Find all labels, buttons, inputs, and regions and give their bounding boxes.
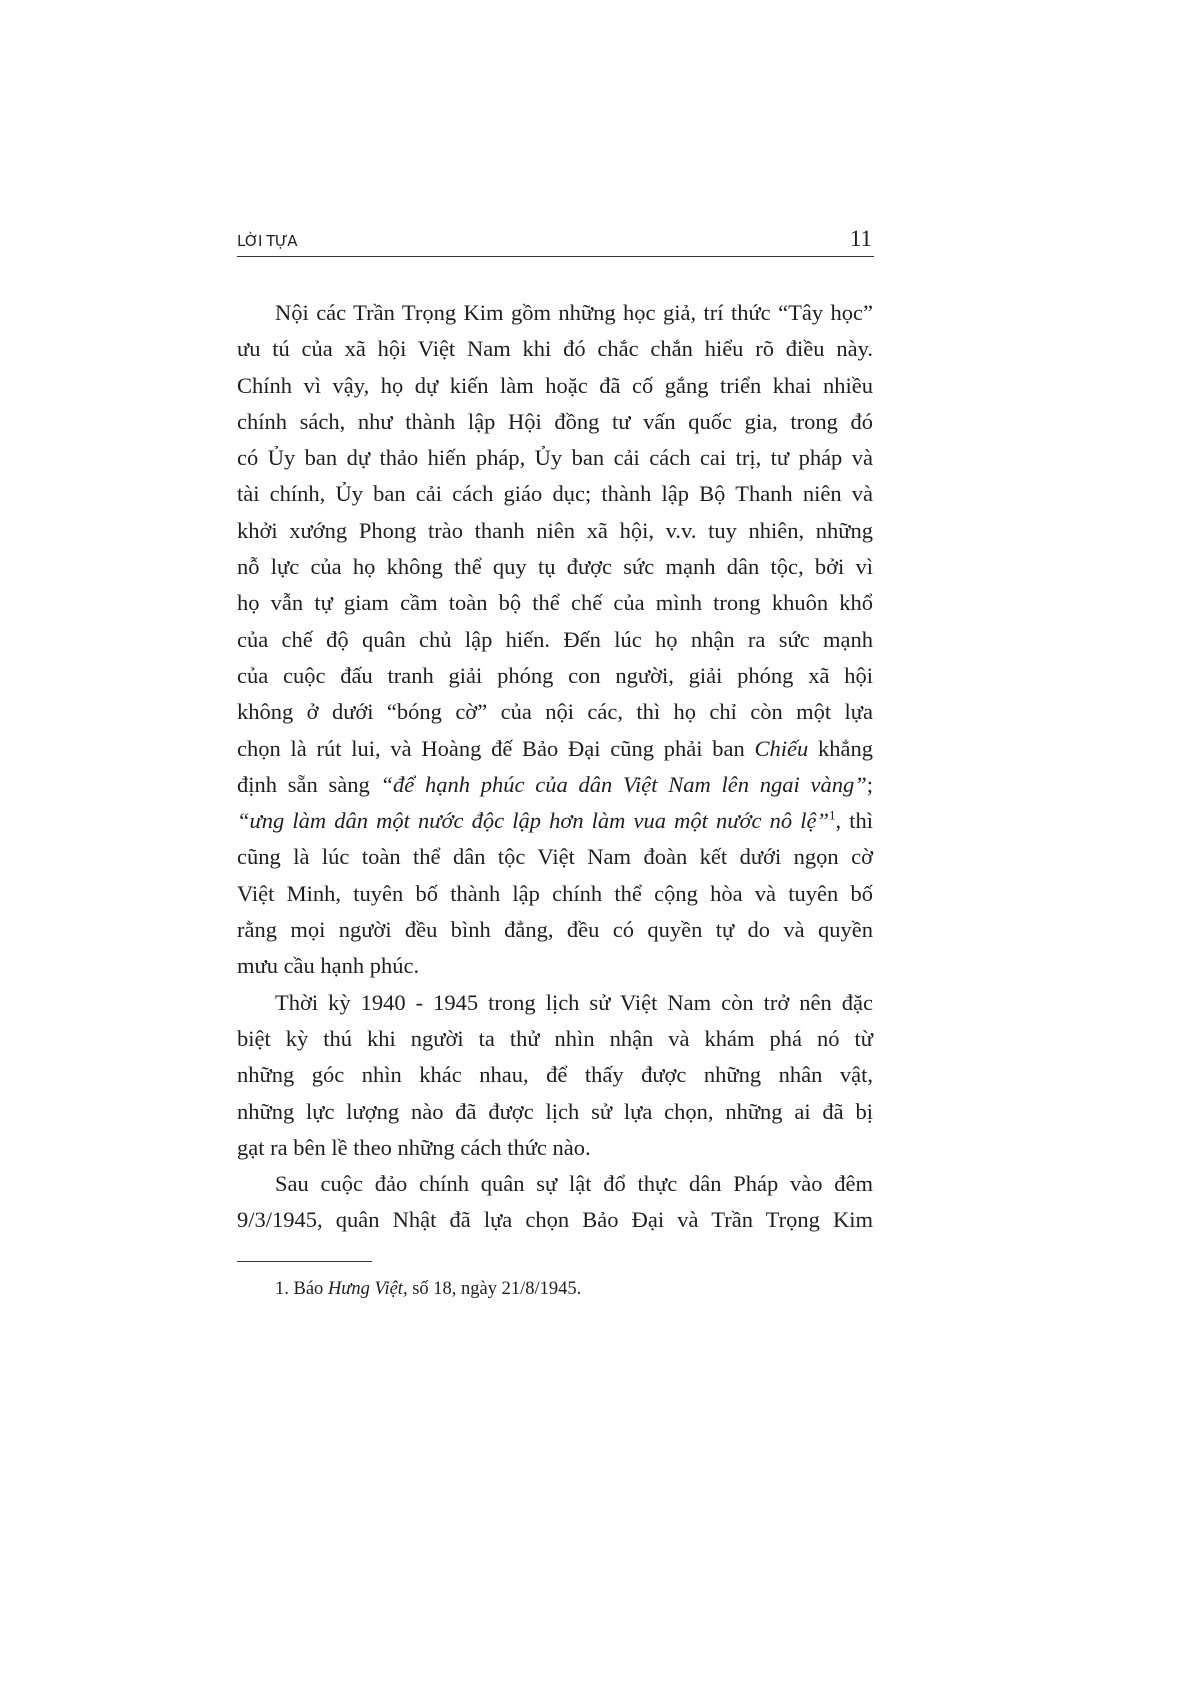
text-line [237,295,873,331]
footnote-prefix: 1. Báo [275,1279,328,1299]
text-line [237,912,873,948]
footnote-marker: 1 [829,807,836,823]
text-line [237,839,873,875]
text-run: của chế độ quân chủ lập hiến. Đến lúc họ nhận ra sức mạnh [237,626,873,652]
text-run: khẳng [808,735,873,761]
page-header [237,226,874,257]
footnote-suffix: , số 18, ngày 21/8/1945. [402,1279,582,1299]
text-run: Chính vì vậy, họ dự kiến làm hoặc đã cố gắng triển khai nhiều [237,372,873,398]
text-run: biệt kỳ thú khi người ta thử nhìn nhận và khám phá nó từ [237,1025,873,1051]
text-run: tài chính, Ủy ban cải cách giáo dục; thành lập Bộ Thanh niên và [237,481,873,507]
text-line [237,585,873,621]
text-run: , thì [835,808,873,834]
text-run: Sau cuộc đảo chính quân sự lật đổ thực dân Pháp vào đêm [275,1171,873,1197]
text-run: ; [866,771,873,797]
text-run: nỗ lực của họ không thể quy tụ được sức mạnh dân tộc, bởi vì [237,554,873,580]
page-number: 11 [849,226,872,251]
text-run: những lực lượng nào đã được lịch sử lựa chọn, những ai đã bị [237,1098,873,1124]
text-run: họ vẫn tự giam cầm toàn bộ thể chế của mình trong khuôn khổ [237,590,873,616]
text-line [237,440,873,476]
text-line [237,1021,873,1057]
text-line [237,694,873,730]
text-run: Việt Minh, tuyên bố thành lập chính thể cộng hòa và tuyên bố [237,880,873,906]
running-title: LỜI TỰA [237,232,298,250]
italic-text: “để hạnh phúc của dân Việt Nam lên ngai vàng” [380,771,867,797]
text-line [237,803,873,839]
text-run: có Ủy ban dự thảo hiến pháp, Ủy ban cải cách cai trị, tư pháp và [237,445,873,471]
text-run: cũng là lúc toàn thể dân tộc Việt Nam đoàn kết dưới ngọn cờ [237,844,873,870]
text-run: chính sách, như thành lập Hội đồng tư vấn quốc gia, trong đó [237,408,873,434]
text-line [237,876,873,912]
text-line [237,622,873,658]
text-run: những góc nhìn khác nhau, để thấy được những nhân vật, [237,1062,873,1088]
footnote [275,1279,581,1300]
footnote-divider [237,1261,372,1262]
text-line [237,1202,873,1238]
text-line [237,1166,873,1202]
text-run: Thời kỳ 1940 - 1945 trong lịch sử Việt Nam còn trở nên đặc [275,989,873,1015]
text-run: chọn là rút lui, và Hoàng đế Bảo Đại cũng phải ban [237,735,755,761]
text-line [237,767,873,803]
text-run: mưu cầu hạnh phúc. [237,953,420,979]
text-run: 9/3/1945, quân Nhật đã lựa chọn Bảo Đại và Trần Trọng Kim [237,1207,873,1233]
italic-text: “ưng làm dân một nước độc lập hơn làm vua một nước nô lệ” [237,808,829,834]
text-line [237,476,873,512]
text-run: khởi xướng Phong trào thanh niên xã hội, v.v. tuy nhiên, những [237,517,873,543]
text-run: ưu tú của xã hội Việt Nam khi đó chắc chắn hiểu rõ điều này. [237,336,873,362]
text-run: rằng mọi người đều bình đẳng, đều có quyền tự do và quyền [237,917,873,943]
text-run: gạt ra bên lề theo những cách thức nào. [237,1134,591,1160]
text-line [237,549,873,585]
text-line [237,368,873,404]
text-line [237,985,873,1021]
text-line [237,731,873,767]
paragraph [237,1166,873,1239]
text-line [237,404,873,440]
text-line [237,331,873,367]
footnote-newspaper-title: Hưng Việt [327,1279,403,1299]
italic-text: Chiếu [754,735,809,761]
paragraph [237,295,873,985]
text-line [237,1130,873,1166]
paragraph [237,985,873,1166]
text-run: Nội các Trần Trọng Kim gồm những học giả, trí thức “Tây học” [275,300,873,325]
text-run: không ở dưới “bóng cờ” của nội các, thì họ chỉ còn một lựa [237,699,873,725]
text-line [237,1094,873,1130]
text-run: định sẵn sàng [237,771,381,797]
text-line [237,658,873,694]
text-line [237,948,873,984]
text-line [237,513,873,549]
text-run: của cuộc đấu tranh giải phóng con người, giải phóng xã hội [237,662,873,688]
text-line [237,1057,873,1093]
body-text [237,295,873,1239]
